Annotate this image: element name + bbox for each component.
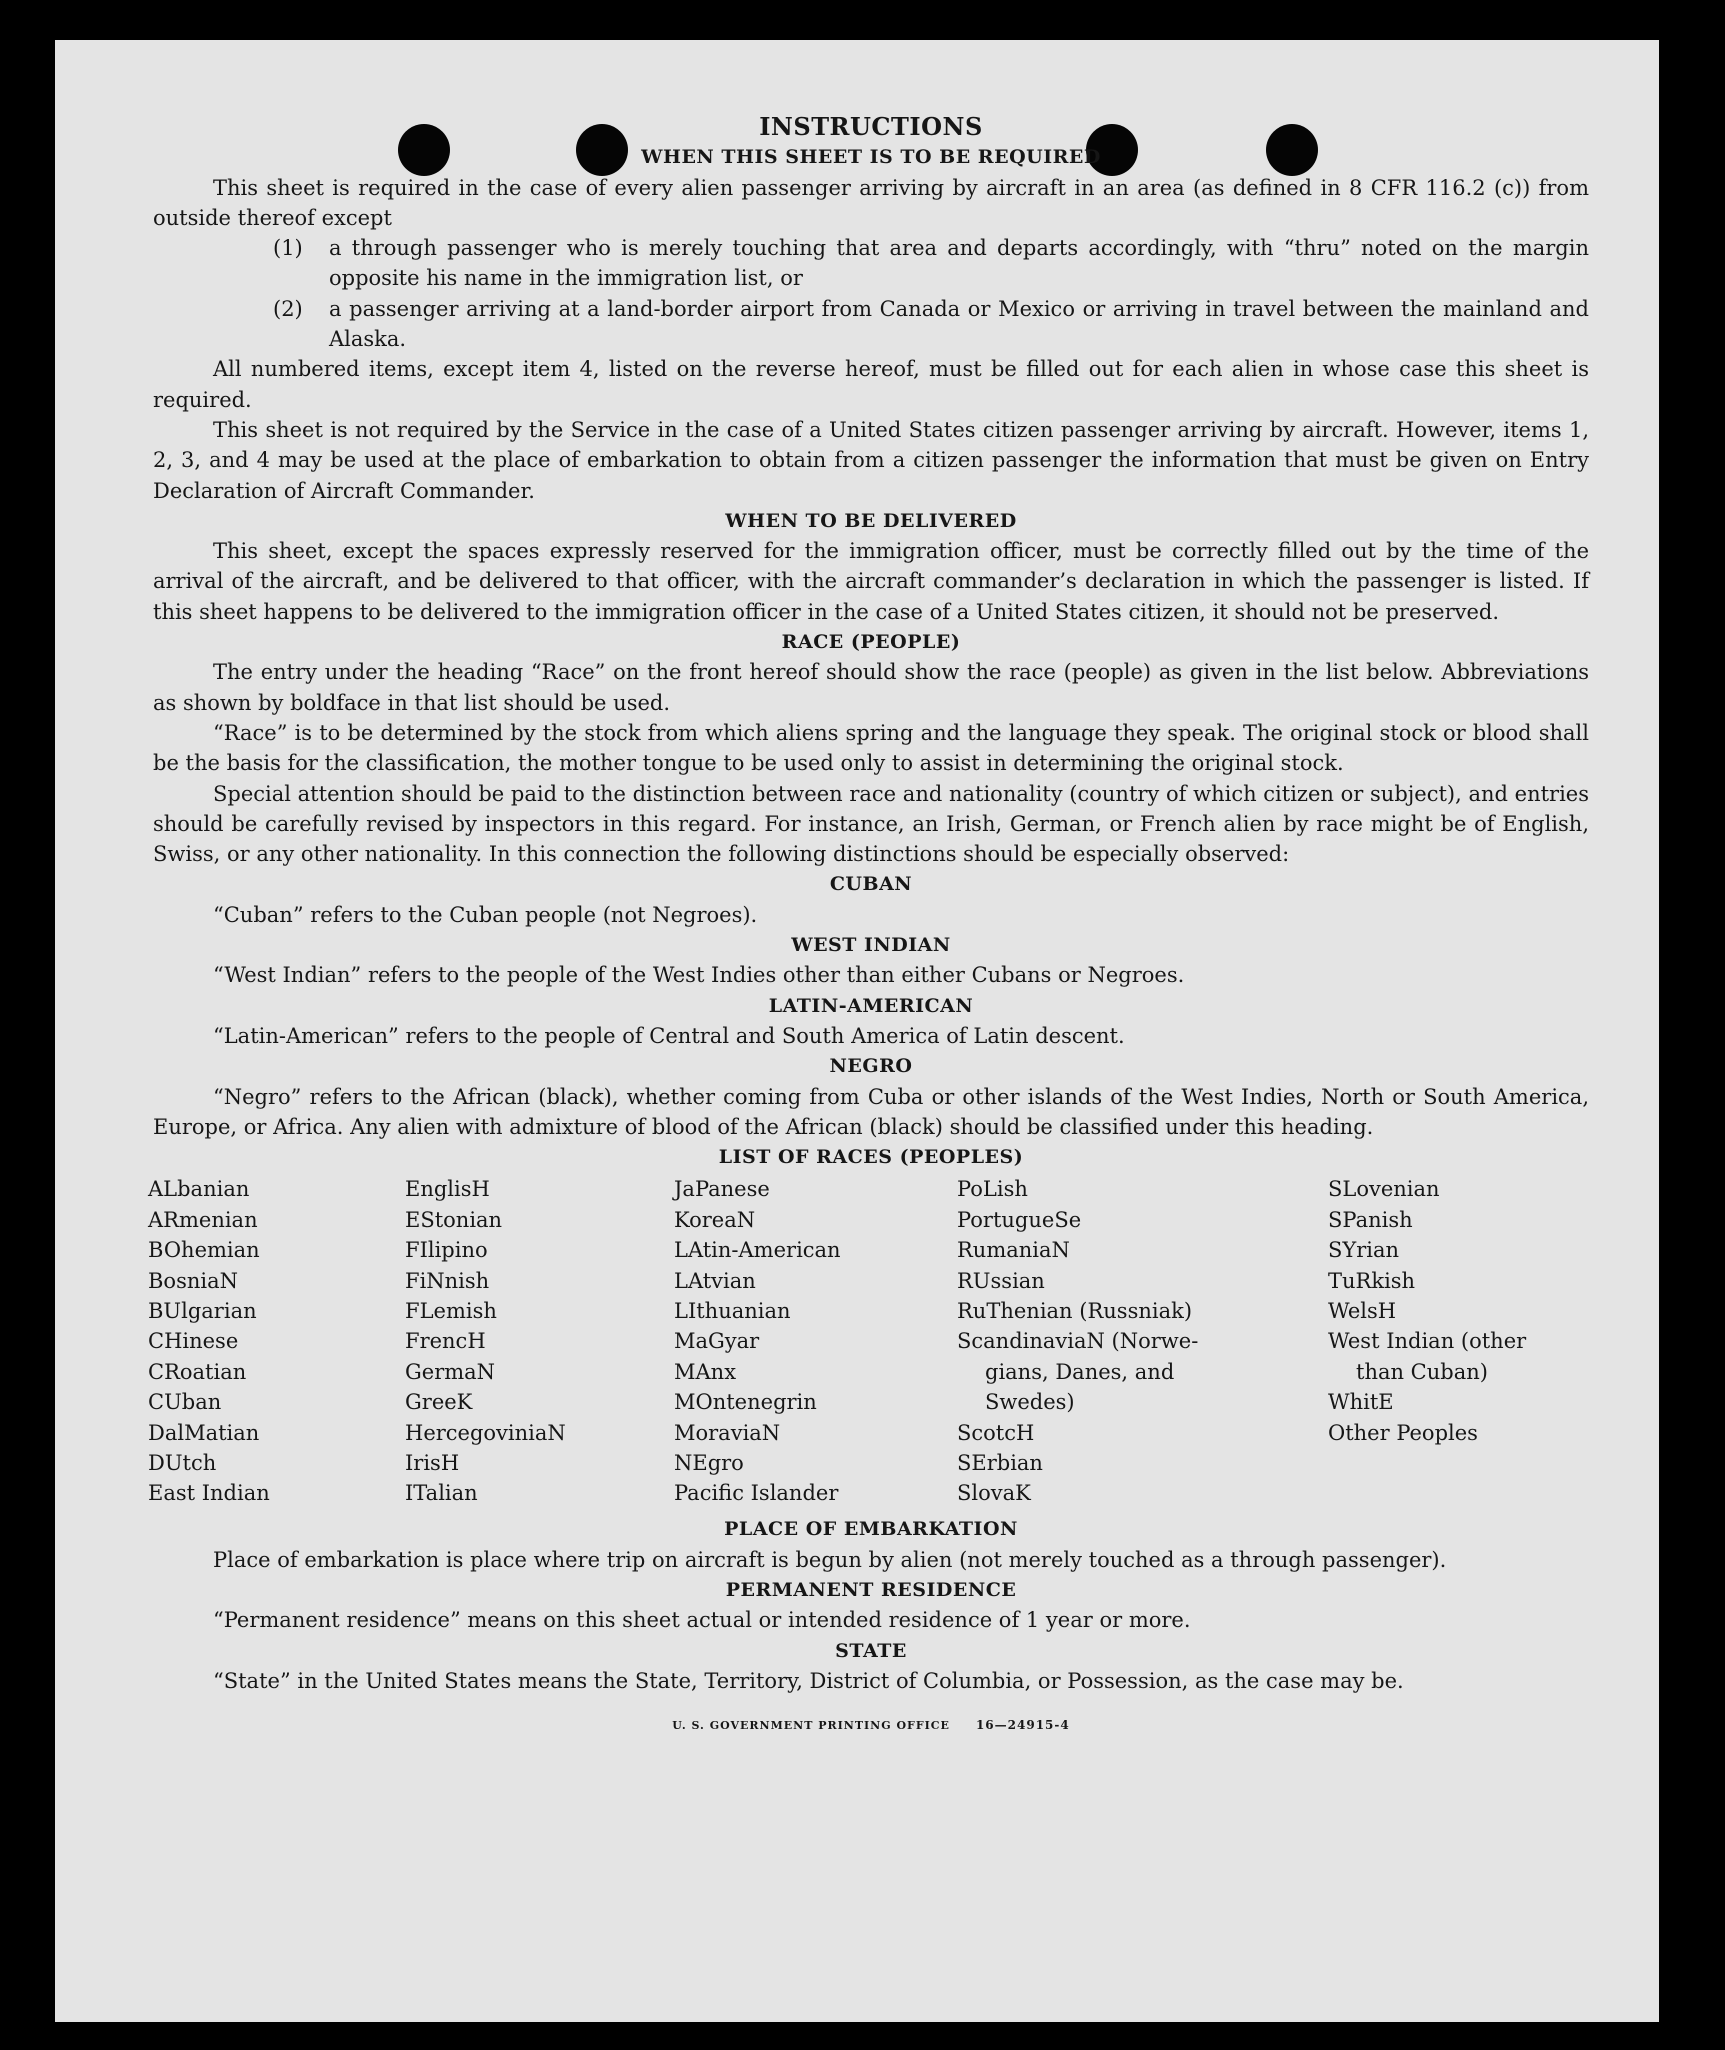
section-heading: PERMANENT RESIDENCE (725, 1578, 1017, 1601)
race-entry: SPanish (1328, 1207, 1413, 1232)
paragraph: “Race” is to be determined by the stock from which aliens spring and the language they speak. The original stock or blood shall be the basis for the classification, the mother tongue to be used only to assist in determining the original stock. (153, 720, 1589, 776)
race-entry: SLovenian (1328, 1177, 1440, 1202)
printer-imprint (153, 1710, 1589, 1741)
race-entry: Swedes) (985, 1390, 1075, 1415)
races-column (1328, 1174, 1526, 1448)
race-entry: GreeK (405, 1390, 473, 1415)
race-entry: SlovaK (957, 1481, 1031, 1506)
definition: “West Indian” refers to the people of the West Indies other than either Cubans or Negroes. (213, 963, 1185, 988)
race-entry: WhitE (1328, 1390, 1394, 1415)
race-entry: EStonian (405, 1207, 503, 1232)
section-heading: RACE (PEOPLE) (781, 631, 961, 654)
paragraph: The entry under the heading “Race” on the front hereof should show the race (people) as given in the list below. Abbreviations as shown by boldface in that list should be used. (153, 660, 1589, 715)
race-entry: FiNnish (405, 1268, 490, 1293)
list-item (273, 233, 1589, 294)
race-entry: than Cuban) (1356, 1359, 1488, 1384)
race-entry: NEgro (674, 1450, 744, 1475)
paragraph: All numbered items, except item 4, listed on the reverse hereof, must be filled out for each alien in whose case this sheet is required. (153, 357, 1589, 412)
race-entry: Pacific Islander (674, 1481, 839, 1506)
race-entry: SYrian (1328, 1238, 1400, 1263)
definition: “Cuban” refers to the Cuban people (not Negroes). (213, 902, 758, 927)
definition: “Permanent residence” means on this sheet actual or intended residence of 1 year or more. (213, 1608, 1191, 1633)
race-entry: ScotcH (957, 1420, 1035, 1445)
race-entry: CHinese (148, 1329, 239, 1354)
paragraph: Place of embarkation is place where trip on aircraft is begun by alien (not merely touched as a through passenger). (213, 1547, 1447, 1572)
section-heading: CUBAN (829, 873, 913, 896)
page-title: INSTRUCTIONS (759, 112, 983, 141)
item-text: a passenger arriving at a land-border airport from Canada or Mexico or arriving in travel between the mainland and Alaska. (329, 296, 1589, 352)
race-entry: HercegoviniaN (405, 1420, 566, 1445)
races-list (148, 1174, 1589, 1514)
races-column (405, 1174, 566, 1508)
instructions-content (148, 112, 1589, 1741)
races-column (148, 1174, 270, 1508)
paragraph: This sheet is not required by the Service in the case of a United States citizen passenger arriving by aircraft. However, items 1, 2, 3, and 4 may be used at the place of embarkation to obtain from a citizen passenger the information that must be given on Entry Declaration of Aircraft Commander. (153, 417, 1589, 503)
race-entry: MoraviaN (674, 1420, 781, 1445)
race-entry: MaGyar (674, 1329, 760, 1354)
race-entry: RuThenian (Russniak) (957, 1298, 1193, 1323)
race-entry: DalMatian (148, 1420, 260, 1445)
race-entry: FLemish (405, 1298, 497, 1323)
race-entry: FrencH (405, 1329, 486, 1354)
printer-name: U. S. GOVERNMENT PRINTING OFFICE (672, 1719, 950, 1733)
race-entry: CUban (148, 1390, 222, 1415)
section-heading: PLACE OF EMBARKATION (724, 1518, 1018, 1541)
paragraph: This sheet, except the spaces expressly reserved for the immigration officer, must be correctly filled out by the time of the arrival of the aircraft, and be delivered to that officer, with the aircraft commander’s declaration in which the passenger is listed. If this sheet happens to be delivered to the immigration officer in the case of a United States citizen, it should not be preserved. (153, 539, 1589, 624)
race-entry: BUlgarian (148, 1298, 257, 1323)
race-entry: CRoatian (148, 1359, 247, 1384)
race-entry: MOntenegrin (674, 1390, 817, 1415)
races-column (674, 1174, 841, 1508)
item-number: (1) (273, 236, 303, 261)
race-entry: DUtch (148, 1450, 217, 1475)
race-entry: PortugueSe (957, 1207, 1082, 1232)
paragraph: This sheet is required in the case of every alien passenger arriving by aircraft in an area (as defined in 8 CFR 116.2 (c)) from outside thereof except (153, 175, 1589, 230)
paragraph: Special attention should be paid to the distinction between race and nationality (country of which citizen or subject), and entries should be carefully revised by inspectors in this regard. For instance, an Irish, German, or French alien by race might be of English, Swiss, or any other nationality. In this connection the following distinctions should be especially observed: (153, 781, 1589, 867)
race-entry: JaPanese (674, 1177, 770, 1202)
section-heading: WEST INDIAN (791, 934, 951, 957)
race-entry: LAtin-American (674, 1238, 841, 1263)
race-entry: LAtvian (674, 1268, 756, 1293)
race-entry: KoreaN (674, 1207, 756, 1232)
race-entry: ALbanian (148, 1177, 250, 1202)
form-code: 16—24915-4 (975, 1718, 1070, 1733)
race-entry: IrisH (405, 1450, 460, 1475)
races-column (957, 1174, 1198, 1508)
paragraph: “State” in the United States means the State, Territory, District of Columbia, or Possession, as the case may be. (213, 1668, 1404, 1693)
race-entry: gians, Danes, and (985, 1359, 1175, 1384)
item-text: a through passenger who is merely touching that area and departs accordingly, with “thru” noted on the margin opposite his name in the immigration list, or (329, 236, 1589, 291)
list-item (273, 294, 1589, 355)
item-number: (2) (273, 296, 303, 321)
race-entry: ITalian (405, 1481, 478, 1506)
definition: “Latin-American” refers to the people of Central and South America of Latin descent. (213, 1023, 1125, 1048)
race-entry: Other Peoples (1328, 1420, 1478, 1445)
race-entry: PoLish (957, 1177, 1028, 1202)
race-entry: ARmenian (148, 1207, 258, 1232)
race-entry: BOhemian (148, 1238, 260, 1263)
race-entry: SErbian (957, 1450, 1043, 1475)
race-entry: EnglisH (405, 1177, 490, 1202)
section-heading: STATE (835, 1639, 907, 1662)
race-entry: West Indian (other (1328, 1329, 1527, 1354)
race-entry: GermaN (405, 1359, 496, 1384)
race-entry: ScandinaviaN (Norwe- (957, 1329, 1199, 1354)
race-entry: RUssian (957, 1268, 1045, 1293)
race-entry: East Indian (148, 1481, 270, 1506)
race-entry: FIlipino (405, 1238, 488, 1263)
section-heading: NEGRO (829, 1055, 913, 1078)
race-entry: RumaniaN (957, 1238, 1070, 1263)
section-heading: WHEN TO BE DELIVERED (725, 509, 1017, 532)
section-heading: LIST OF RACES (PEOPLES) (718, 1146, 1024, 1169)
paragraph: “Negro” refers to the African (black), whether coming from Cuba or other islands of the West Indies, North or South America, Europe, or Africa. Any alien with admixture of blood of the African (black) should be classified under this heading. (153, 1084, 1589, 1139)
race-entry: WelsH (1328, 1298, 1397, 1323)
section-heading: LATIN-AMERICAN (768, 994, 974, 1017)
race-entry: LIthuanian (674, 1298, 791, 1323)
section-heading: WHEN THIS SHEET IS TO BE REQUIRED (641, 146, 1101, 169)
race-entry: TuRkish (1328, 1268, 1416, 1293)
race-entry: MAnx (674, 1359, 737, 1384)
race-entry: BosniaN (148, 1268, 238, 1293)
